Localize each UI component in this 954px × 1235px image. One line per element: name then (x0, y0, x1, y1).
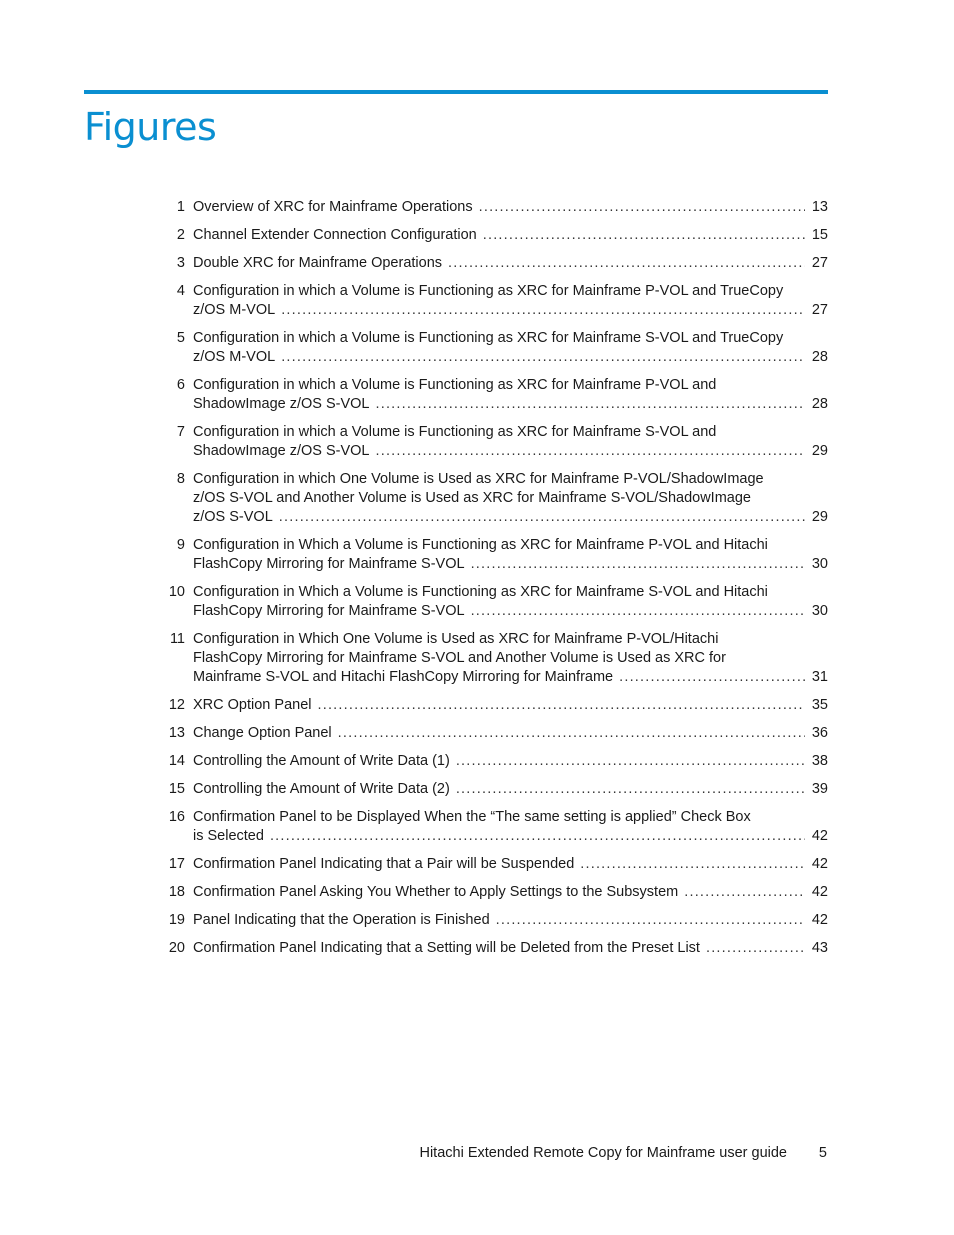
figure-caption-line: Confirmation Panel Indicating that a Pair will be Suspended (193, 856, 575, 872)
figure-caption-line: Configuration in which a Volume is Functioning as XRC for Mainframe S-VOL and (193, 424, 717, 440)
figure-page-number[interactable]: 28 (811, 396, 828, 412)
figure-caption-line: Double XRC for Mainframe Operations (193, 255, 443, 271)
figure-caption (193, 226, 828, 245)
figure-page-number[interactable]: 42 (811, 856, 828, 872)
dot-leader (496, 911, 805, 930)
title-rule (84, 90, 828, 94)
figure-caption-line: ShadowImage z/OS S-VOL (193, 396, 370, 412)
figure-caption-line: Configuration in which One Volume is Used as XRC for Mainframe P-VOL/ShadowImage (193, 471, 764, 487)
figure-page-number[interactable]: 29 (811, 443, 828, 459)
dot-leader (281, 348, 805, 367)
figure-entry[interactable] (160, 198, 828, 217)
figure-page-number[interactable]: 35 (811, 697, 828, 713)
figure-caption-line: Configuration in which a Volume is Functioning as XRC for Mainframe S-VOL and TrueCopy (193, 330, 784, 346)
figure-caption-line: FlashCopy Mirroring for Mainframe S-VOL (193, 603, 465, 619)
figure-caption (193, 855, 828, 874)
dot-leader (619, 668, 805, 687)
figure-caption-line: Panel Indicating that the Operation is Finished (193, 912, 490, 928)
figure-list (160, 198, 828, 967)
page-title: Figures (84, 105, 217, 149)
figure-page-number[interactable]: 42 (811, 912, 828, 928)
figure-caption-line: Configuration in Which One Volume is Used as XRC for Mainframe P-VOL/Hitachi (193, 631, 719, 647)
figure-page-number[interactable]: 42 (811, 884, 828, 900)
figure-caption-line: Controlling the Amount of Write Data (2) (193, 781, 450, 797)
figure-number: 14 (168, 753, 185, 769)
figure-page-number[interactable]: 38 (811, 753, 828, 769)
dot-leader (483, 226, 805, 245)
figure-entry[interactable] (160, 226, 828, 245)
figure-entry[interactable] (160, 329, 828, 367)
figure-page-number[interactable]: 43 (811, 940, 828, 956)
figure-caption-line: is Selected (193, 828, 264, 844)
figure-entry[interactable] (160, 939, 828, 958)
dot-leader (456, 780, 805, 799)
figure-caption-line: z/OS S-VOL (193, 509, 273, 525)
figure-page-number[interactable]: 27 (811, 255, 828, 271)
figure-caption (193, 376, 828, 414)
figure-caption (193, 282, 828, 320)
figure-entry[interactable] (160, 808, 828, 846)
figure-entry[interactable] (160, 855, 828, 874)
figure-page-number[interactable]: 31 (811, 669, 828, 685)
figure-page-number[interactable]: 15 (811, 227, 828, 243)
figure-page-number[interactable]: 30 (811, 556, 828, 572)
figure-page-number[interactable]: 39 (811, 781, 828, 797)
figure-caption (193, 696, 828, 715)
figure-caption-line: FlashCopy Mirroring for Mainframe S-VOL (193, 556, 465, 572)
figure-caption (193, 536, 828, 574)
dot-leader (706, 939, 805, 958)
figure-entry[interactable] (160, 282, 828, 320)
figure-entry[interactable] (160, 724, 828, 743)
figure-number: 10 (168, 584, 185, 600)
figure-caption-line: ShadowImage z/OS S-VOL (193, 443, 370, 459)
figure-caption (193, 883, 828, 902)
figure-entry[interactable] (160, 911, 828, 930)
figure-caption-line: Configuration in Which a Volume is Functioning as XRC for Mainframe P-VOL and Hitachi (193, 537, 768, 553)
figure-number: 5 (176, 330, 185, 346)
dot-leader (279, 508, 805, 527)
dot-leader (448, 254, 805, 273)
dot-leader (479, 198, 805, 217)
figure-caption-line: Change Option Panel (193, 725, 332, 741)
dot-leader (270, 827, 805, 846)
figure-caption (193, 911, 828, 930)
dot-leader (376, 395, 806, 414)
figure-caption-line: XRC Option Panel (193, 697, 312, 713)
figure-number: 16 (168, 809, 185, 825)
figure-page-number[interactable]: 27 (811, 302, 828, 318)
figure-number: 17 (168, 856, 185, 872)
figure-caption (193, 724, 828, 743)
figure-caption (193, 329, 828, 367)
figure-caption-line: Controlling the Amount of Write Data (1) (193, 753, 450, 769)
figure-number: 6 (176, 377, 185, 393)
figure-entry[interactable] (160, 780, 828, 799)
figure-caption-line: Confirmation Panel Indicating that a Setting will be Deleted from the Preset List (193, 940, 700, 956)
figure-caption-line: z/OS S-VOL and Another Volume is Used as XRC for Mainframe S-VOL/ShadowImage (193, 490, 751, 506)
figure-page-number[interactable]: 28 (811, 349, 828, 365)
figure-number: 8 (176, 471, 185, 487)
footer-page-number: 5 (818, 1145, 827, 1161)
figure-caption (193, 254, 828, 273)
figure-caption (193, 198, 828, 217)
figure-caption-line: z/OS M-VOL (193, 302, 276, 318)
figure-caption-line: z/OS M-VOL (193, 349, 276, 365)
figure-entry[interactable] (160, 752, 828, 771)
figure-caption (193, 939, 828, 958)
dot-leader (456, 752, 805, 771)
figure-caption (193, 780, 828, 799)
dot-leader (471, 602, 805, 621)
figure-entry[interactable] (160, 536, 828, 574)
figure-number: 11 (169, 631, 185, 647)
dot-leader (580, 855, 805, 874)
figure-page-number[interactable]: 13 (811, 199, 828, 215)
figure-number: 1 (176, 199, 185, 215)
figure-page-number[interactable]: 29 (811, 509, 828, 525)
figure-entry[interactable] (160, 376, 828, 414)
figure-caption-line: Configuration in which a Volume is Functioning as XRC for Mainframe P-VOL and (193, 377, 717, 393)
figure-caption (193, 630, 828, 687)
figure-number: 7 (176, 424, 185, 440)
figure-page-number[interactable]: 30 (811, 603, 828, 619)
figure-number: 4 (176, 283, 185, 299)
dot-leader (281, 301, 805, 320)
figure-entry[interactable] (160, 470, 828, 527)
dot-leader (317, 696, 805, 715)
figure-entry[interactable] (160, 583, 828, 621)
figure-number: 2 (176, 227, 185, 243)
dot-leader (471, 555, 805, 574)
figure-page-number[interactable]: 42 (811, 828, 828, 844)
figure-entry[interactable] (160, 630, 828, 687)
footer-guide-title: Hitachi Extended Remote Copy for Mainframe user guide (419, 1145, 787, 1161)
figure-caption (193, 808, 828, 846)
figure-caption-line: Configuration in Which a Volume is Functioning as XRC for Mainframe S-VOL and Hitachi (193, 584, 768, 600)
figure-number: 15 (168, 781, 185, 797)
figure-number: 19 (168, 912, 185, 928)
dot-leader (684, 883, 805, 902)
figure-caption-line: Confirmation Panel to be Displayed When the “The same setting is applied” Check Box (193, 809, 751, 825)
figure-entry[interactable] (160, 696, 828, 715)
figure-page-number[interactable]: 36 (811, 725, 828, 741)
figure-caption (193, 752, 828, 771)
dot-leader (376, 442, 806, 461)
figure-entry[interactable] (160, 883, 828, 902)
figure-caption-line: Confirmation Panel Asking You Whether to Apply Settings to the Subsystem (193, 884, 679, 900)
figure-number: 3 (176, 255, 185, 271)
figure-number: 9 (176, 537, 185, 553)
figure-caption-line: Channel Extender Connection Configuration (193, 227, 477, 243)
figure-caption (193, 423, 828, 461)
figure-entry[interactable] (160, 423, 828, 461)
figure-number: 20 (168, 940, 185, 956)
figure-caption (193, 583, 828, 621)
figure-caption (193, 470, 828, 527)
dot-leader (338, 724, 805, 743)
figure-caption-line: Configuration in which a Volume is Functioning as XRC for Mainframe P-VOL and TrueCopy (193, 283, 784, 299)
figure-caption-line: Overview of XRC for Mainframe Operations (193, 199, 473, 215)
figure-entry[interactable] (160, 254, 828, 273)
figure-caption-line: FlashCopy Mirroring for Mainframe S-VOL and Another Volume is Used as XRC for (193, 650, 726, 666)
figure-number: 13 (168, 725, 185, 741)
figure-number: 12 (168, 697, 185, 713)
figure-caption-line: Mainframe S-VOL and Hitachi FlashCopy Mirroring for Mainframe (193, 669, 614, 685)
figure-number: 18 (168, 884, 185, 900)
